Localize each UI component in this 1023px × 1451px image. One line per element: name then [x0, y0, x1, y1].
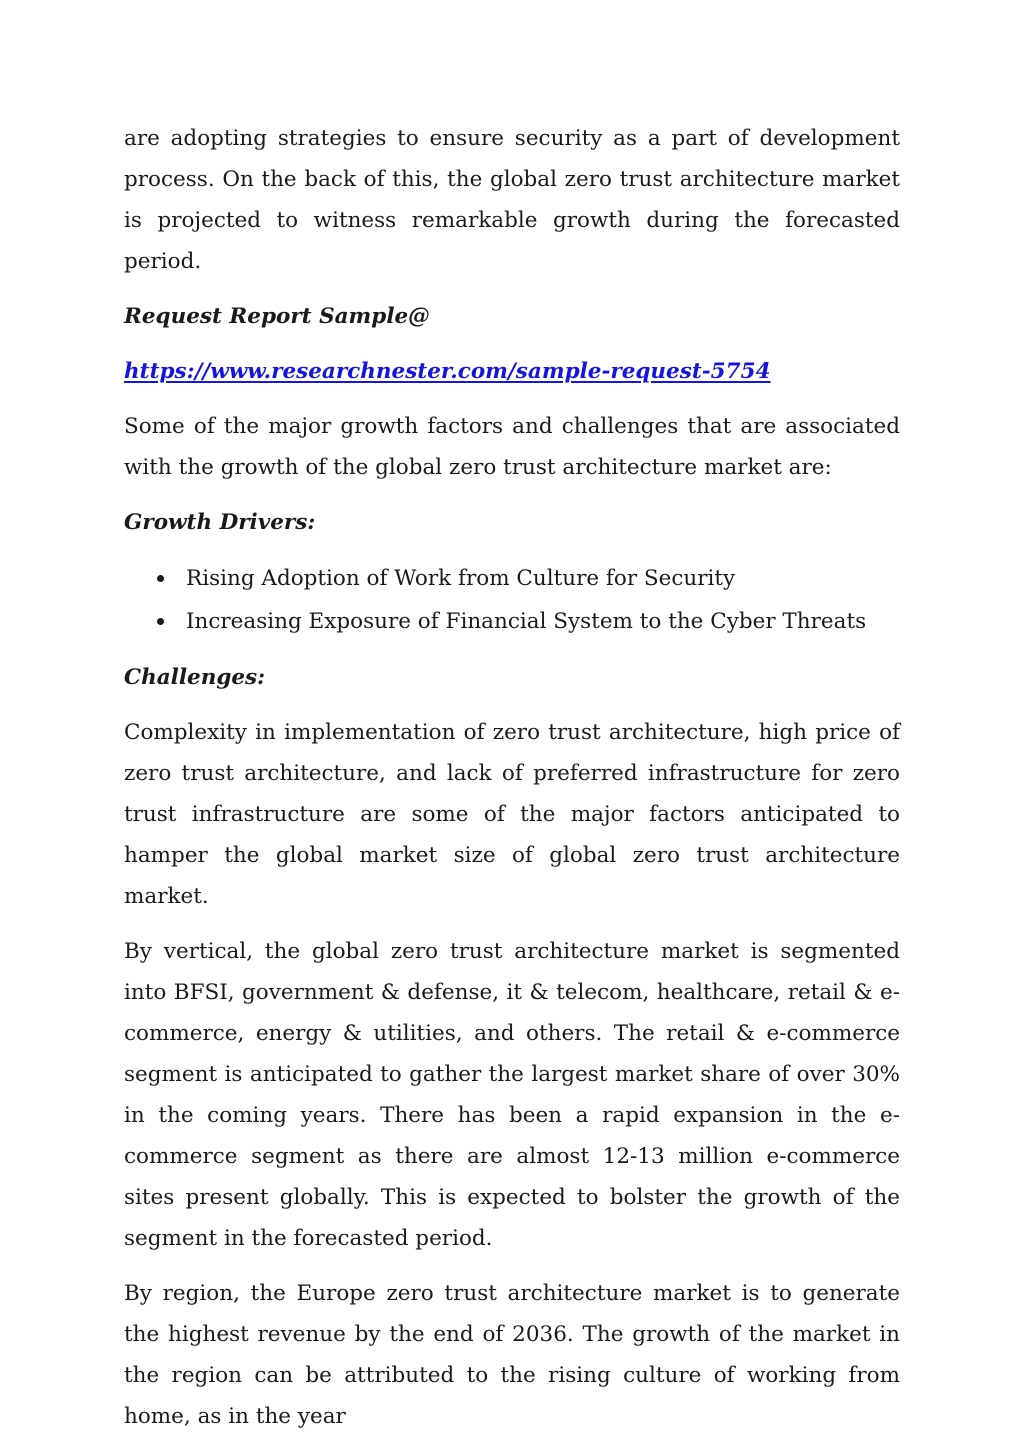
growth-factors-paragraph: Some of the major growth factors and challenges that are associated with the growth of the global zero trust architecture market are: — [124, 414, 900, 480]
document-page — [124, 118, 900, 1451]
challenges-heading: Challenges: — [124, 665, 266, 690]
sample-request-link[interactable]: https://www.researchnester.com/sample-request-5754 — [124, 359, 771, 384]
intro-paragraph: are adopting strategies to ensure security as a part of development process. On the back of this, the global zero trust architecture market is projected to witness remarkable growth during the forecasted period. — [124, 126, 900, 274]
growth-drivers-heading: Growth Drivers: — [124, 510, 316, 535]
growth-drivers-list — [124, 557, 900, 643]
request-sample-heading: Request Report Sample@ — [124, 304, 430, 329]
challenges-paragraph: Complexity in implementation of zero trust architecture, high price of zero trust architecture, and lack of preferred infrastructure for zero trust infrastructure are some of the major factors anticipated to hamper the global market size of global zero trust architecture market. — [124, 720, 900, 909]
region-paragraph: By region, the Europe zero trust architecture market is to generate the highest revenue by the end of 2036. The growth of the market in the region can be attributed to the rising culture of working from home, as in the year — [124, 1281, 900, 1429]
vertical-paragraph: By vertical, the global zero trust architecture market is segmented into BFSI, government & defense, it & telecom, healthcare, retail & e-commerce, energy & utilities, and others. The retail & e-commerce segment is anticipated to gather the largest market share of over 30% in the coming years. There has been a rapid expansion in the e-commerce segment as there are almost 12-13 million e-commerce sites present globally. This is expected to bolster the growth of the segment in the forecasted period. — [124, 939, 900, 1251]
list-item: Rising Adoption of Work from Culture for Security — [124, 557, 900, 600]
list-item: Increasing Exposure of Financial System to the Cyber Threats — [124, 600, 900, 643]
request-link-line — [124, 351, 900, 392]
